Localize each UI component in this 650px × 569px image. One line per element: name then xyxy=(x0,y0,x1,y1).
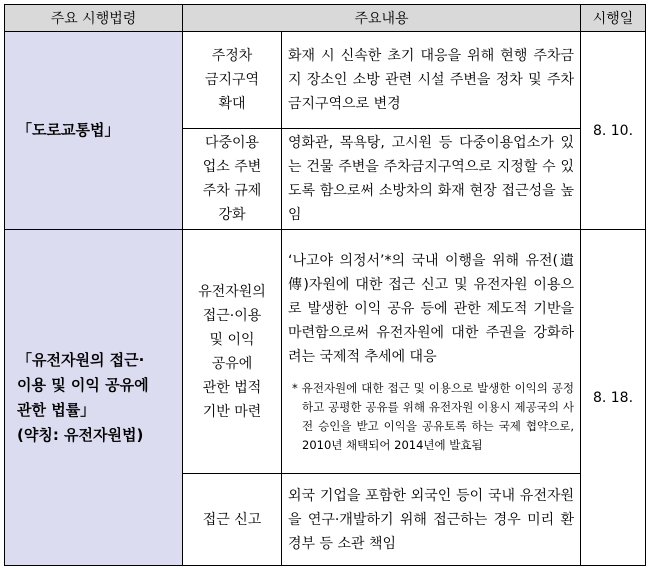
law-enforcement-table xyxy=(4,4,646,566)
law-name-genetic-resources xyxy=(5,230,183,566)
effective-date: 8. 18. xyxy=(581,230,646,566)
subject-line: 강화 xyxy=(218,207,246,223)
effective-date: 8. 10. xyxy=(581,32,646,230)
subject-line: 주정차 xyxy=(211,48,253,64)
table-row xyxy=(5,32,646,129)
subject-cell xyxy=(183,32,282,129)
content-cell: 외국 기업을 포함한 외국인 등이 국내 유전자원을 연구·개발하기 위해 접근하는 경우 미리 환경부 등 소관 책임 xyxy=(282,474,581,566)
header-date: 시행일 xyxy=(581,5,646,32)
law-name-line: 관한 법률」 xyxy=(17,400,96,419)
footnote: * 유전자원에 대한 접근 및 이용으로 발생한 이익의 공정하고 공평한 공유를 위해 유전자원 이용시 제공국의 사전 승인을 받고 이익을 공유토록 하는 국제 협약으로, 2010년 채택되어 2014년에 발효됨 xyxy=(292,380,575,452)
subject-cell xyxy=(183,474,282,566)
subject-cell xyxy=(183,230,282,474)
law-name-road-traffic: 「도로교통법」 xyxy=(5,32,183,230)
subject-line: 유전자원의 xyxy=(198,283,266,300)
subject-line: 다중이용 xyxy=(204,135,260,151)
content-cell: 화재 시 신속한 초기 대응을 위해 현행 주차금지 장소인 소방 관련 시설 주변을 정차 및 주차 금지구역으로 변경 xyxy=(282,32,581,129)
header-law: 주요 시행법령 xyxy=(5,5,183,32)
law-name-line: 이용 및 이익 공유에 xyxy=(17,375,149,394)
subject-line: 금지구역 xyxy=(204,72,260,88)
table-header-row xyxy=(5,5,646,32)
subject-cell xyxy=(183,129,282,230)
subject-line: 확대 xyxy=(218,96,246,112)
subject-line: 업소 주변 xyxy=(202,159,262,175)
content-cell xyxy=(282,230,581,474)
subject-line: 접근·이용 xyxy=(202,307,262,324)
subject-line: 기반 마련 xyxy=(202,403,262,420)
subject-line: 접근 신고 xyxy=(202,511,262,528)
table-row xyxy=(5,230,646,474)
content-text: ‘나고야 의정서’*의 국내 이행을 위해 유전(遺傳)자원에 대한 접근 신고 및 유전자원 이용으로 발생한 이익 공유 등에 관한 제도적 기반을 마련함으로써 유전자원에 대한 주권을 강화하려는 국제적 추세에 대응 xyxy=(288,252,575,365)
subject-line: 주차 규제 xyxy=(202,183,262,199)
law-name-line: 「유전자원의 접근· xyxy=(17,350,145,369)
subject-line: 및 이익 xyxy=(209,331,255,348)
header-content: 주요내용 xyxy=(183,5,581,32)
content-cell: 영화관, 목욕탕, 고시원 등 다중이용업소가 있는 건물 주변을 주차금지구역으로 지정할 수 있도록 함으로써 소방차의 화재 현장 접근성을 높임 xyxy=(282,129,581,230)
law-name-abbrev: (약칭: 유전자원법) xyxy=(17,425,144,444)
subject-line: 관한 법적 xyxy=(202,379,262,396)
subject-line: 공유에 xyxy=(211,355,253,372)
